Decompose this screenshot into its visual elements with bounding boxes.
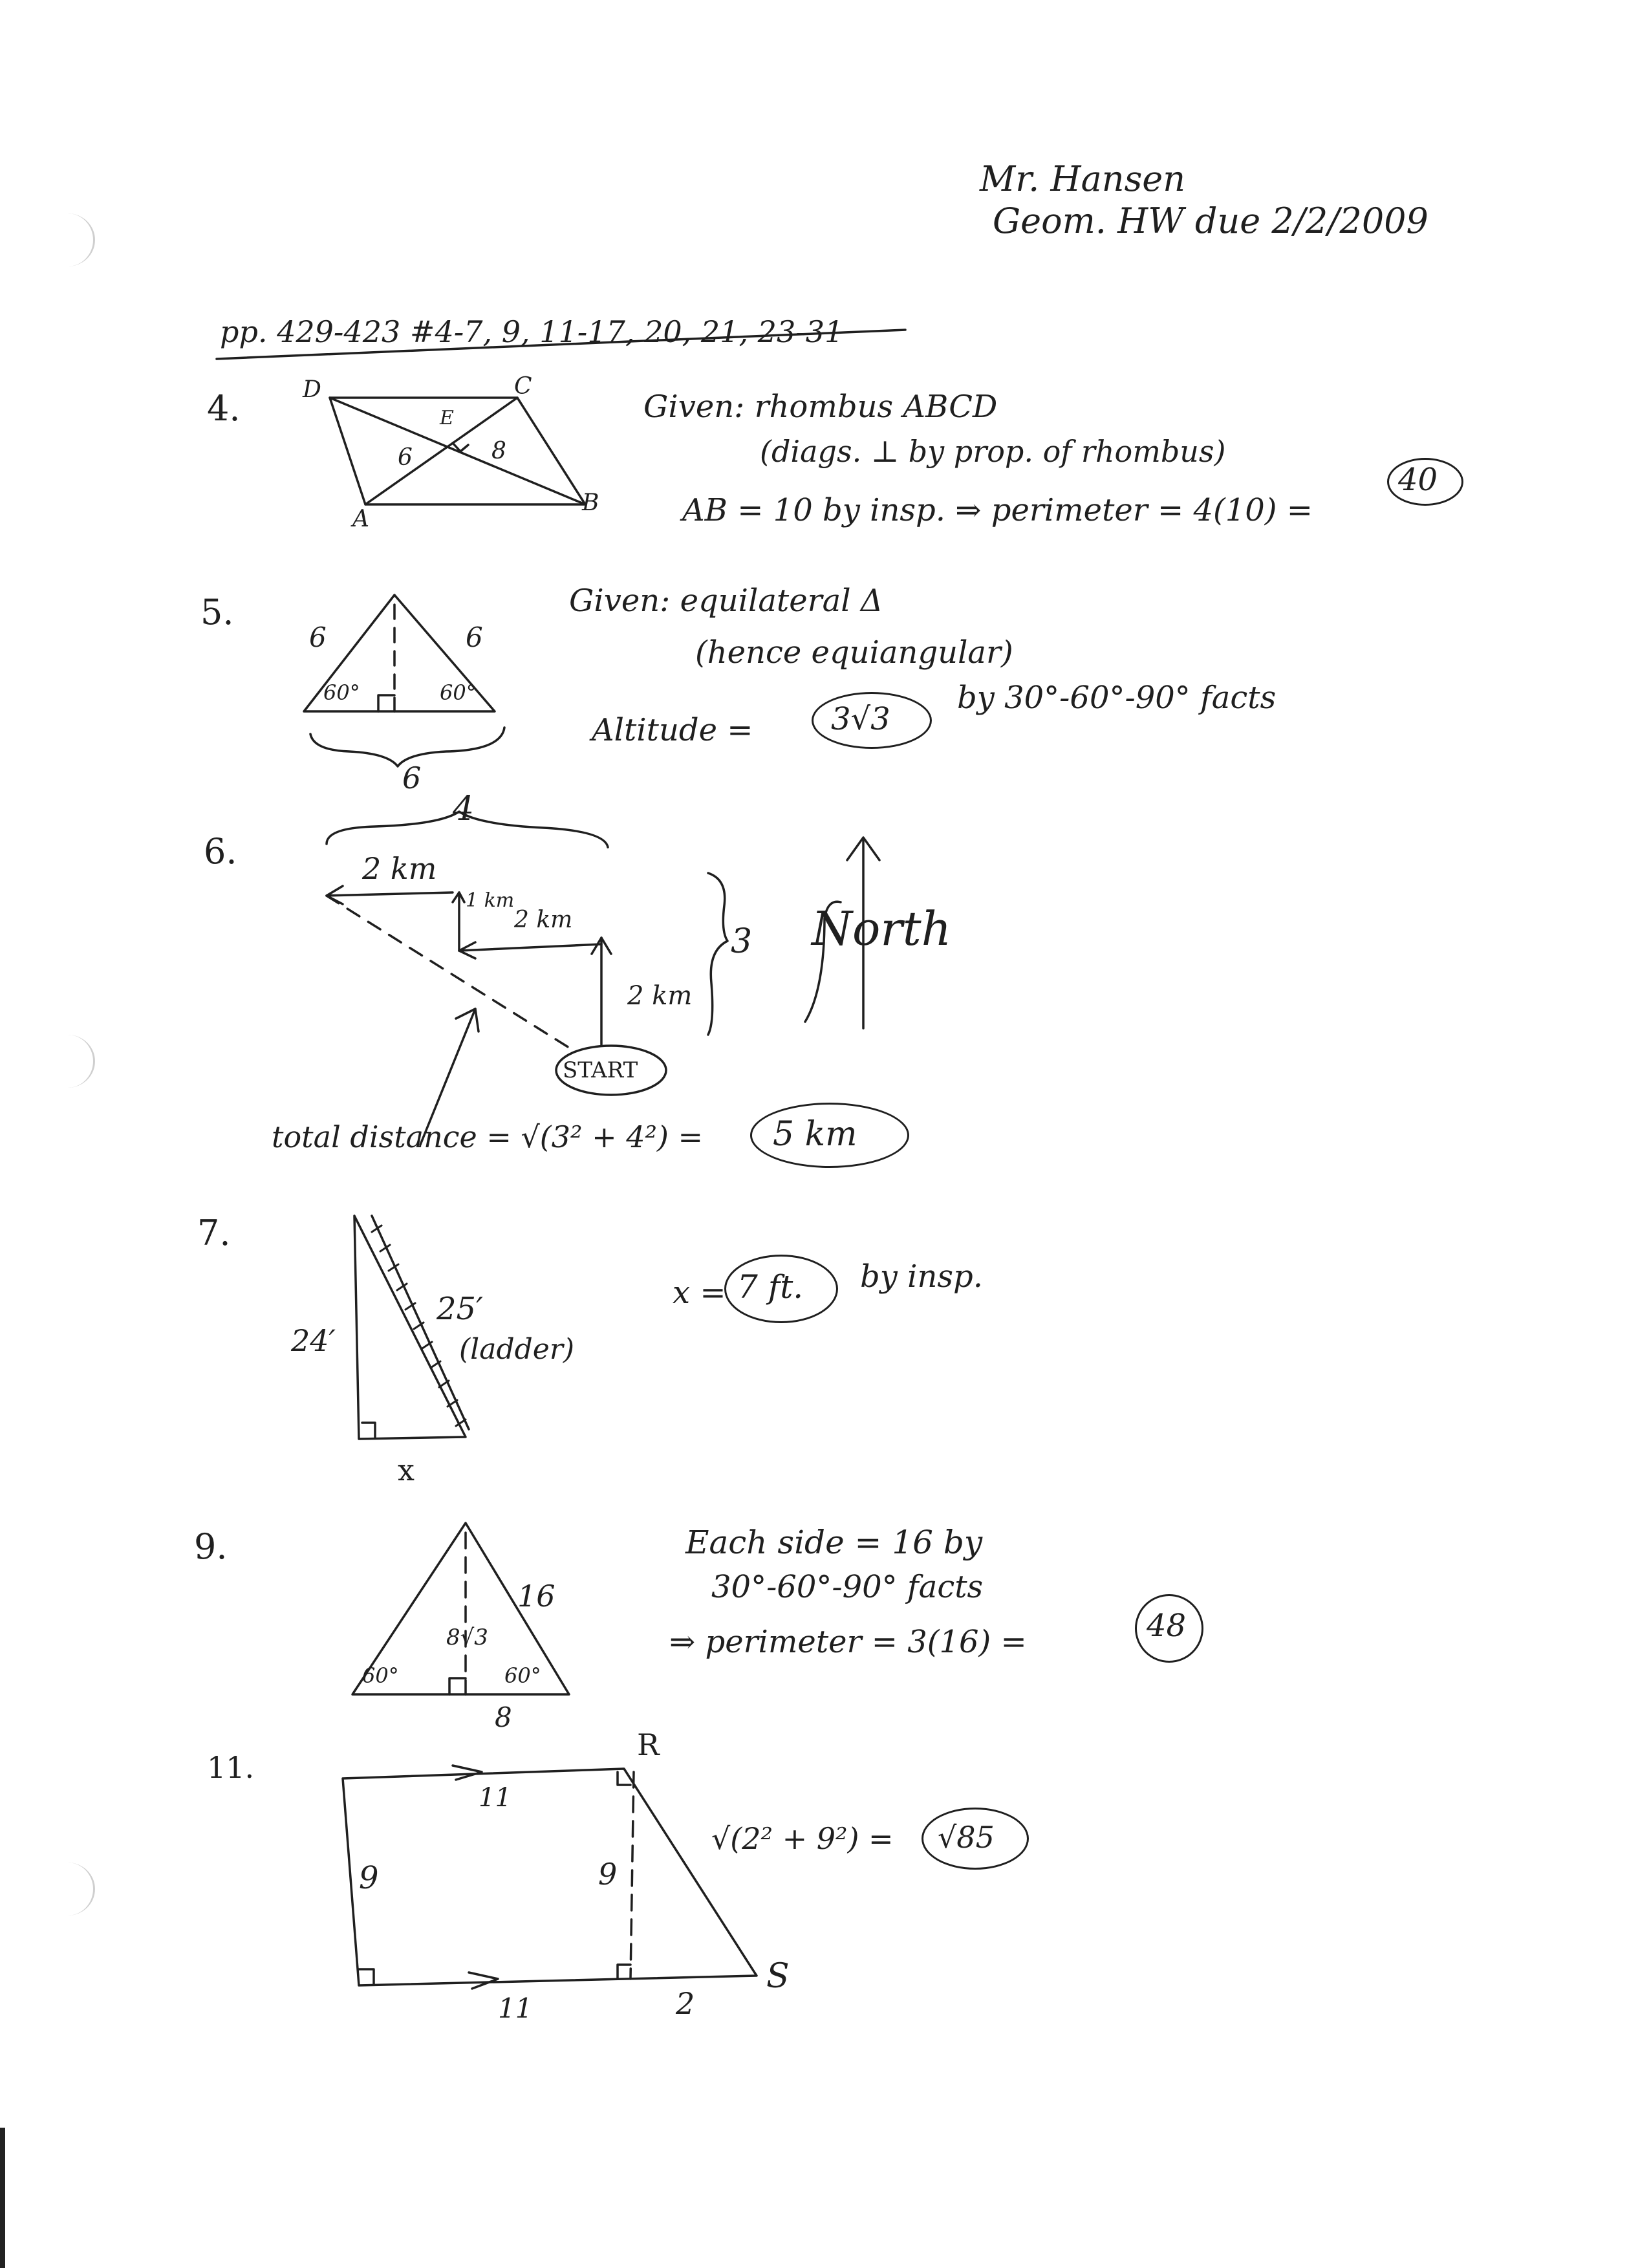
side-label: 16 bbox=[517, 1579, 555, 1614]
vertex-label: A bbox=[352, 506, 369, 532]
work-text: ⇒ perimeter = 3(16) = bbox=[669, 1624, 1027, 1660]
rhombus-diagram bbox=[330, 398, 585, 504]
page-range: pp. 429-423 #4-7, 9, 11-17, 20, 21, 23-31 bbox=[220, 314, 844, 349]
side-label: 11 bbox=[498, 1993, 533, 2024]
side-label: 11 bbox=[479, 1783, 512, 1813]
problem-number: 7. bbox=[197, 1213, 231, 1253]
given-text: Given: rhombus ABCD bbox=[643, 389, 998, 425]
segment-label: 6 bbox=[398, 444, 413, 471]
problem-number: 5. bbox=[200, 592, 234, 632]
distance-label: 2 km bbox=[514, 907, 573, 933]
angle-label: 60° bbox=[362, 1663, 399, 1688]
assignment-title: Geom. HW due 2/2/2009 bbox=[993, 200, 1428, 241]
side-label: 9 bbox=[598, 1857, 618, 1892]
side-label: 9 bbox=[359, 1860, 379, 1896]
answer-text: 3√3 bbox=[831, 701, 890, 737]
distance-label: 4 bbox=[453, 790, 475, 828]
side-label: 6 bbox=[466, 621, 483, 653]
answer-text: 7 ft. bbox=[737, 1268, 804, 1306]
start-label: START bbox=[563, 1057, 638, 1083]
side-label: 2 bbox=[676, 1986, 695, 2021]
problem-number: 6. bbox=[204, 831, 237, 872]
side-label: 25′ bbox=[436, 1291, 483, 1327]
angle-label: 60° bbox=[440, 680, 477, 705]
answer-text: 40 bbox=[1398, 462, 1438, 498]
north-label: North bbox=[812, 902, 952, 956]
angle-label: 60° bbox=[504, 1663, 541, 1688]
distance-label: 2 km bbox=[627, 981, 693, 1011]
answer-text: √85 bbox=[938, 1820, 995, 1855]
underline bbox=[217, 330, 905, 359]
teacher-name: Mr. Hansen bbox=[980, 158, 1186, 199]
work-text: by insp. bbox=[860, 1258, 983, 1295]
problem-number: 11. bbox=[207, 1750, 255, 1785]
vertex-label: S bbox=[766, 1957, 790, 1996]
distance-label: 2 km bbox=[362, 851, 437, 886]
altitude-label: 8√3 bbox=[446, 1625, 488, 1650]
work-text: total distance = √(3² + 4²) = bbox=[272, 1119, 704, 1154]
work-text: √(2² + 9²) = bbox=[711, 1821, 894, 1856]
base-label: x bbox=[398, 1453, 415, 1487]
ladder-triangle-diagram bbox=[354, 1216, 469, 1439]
scan-edge bbox=[0, 2128, 5, 2268]
base-label: 6 bbox=[402, 761, 422, 795]
note-text: (diags. ⊥ by prop. of rhombus) bbox=[760, 434, 1226, 469]
given-text: Given: equilateral Δ bbox=[569, 583, 883, 619]
brace-label: 3 bbox=[731, 922, 753, 961]
side-label: (ladder) bbox=[459, 1333, 575, 1366]
work-text: AB = 10 by insp. ⇒ perimeter = 4(10) = bbox=[682, 492, 1313, 528]
answer-text: 5 km bbox=[773, 1115, 857, 1154]
vertex-label: B bbox=[582, 490, 599, 516]
vertex-label: R bbox=[637, 1727, 660, 1762]
work-text: x = bbox=[673, 1275, 726, 1311]
angle-label: 60° bbox=[323, 680, 360, 705]
work-text: Each side = 16 by bbox=[685, 1524, 983, 1561]
base-label: 8 bbox=[495, 1701, 512, 1733]
side-label: 24′ bbox=[291, 1323, 336, 1358]
point-label: E bbox=[440, 407, 454, 429]
problem-number: 9. bbox=[194, 1526, 228, 1567]
note-text: (hence equiangular) bbox=[695, 634, 1013, 671]
problem-number: 4. bbox=[207, 388, 241, 429]
vertex-label: D bbox=[303, 376, 321, 403]
trapezoid-diagram bbox=[343, 1766, 757, 1989]
distance-label: 1 km bbox=[466, 889, 515, 912]
segment-label: 8 bbox=[491, 438, 506, 464]
side-label: 6 bbox=[309, 621, 327, 653]
work-text: Altitude = bbox=[592, 712, 753, 748]
work-text: 30°-60°-90° facts bbox=[711, 1569, 984, 1605]
work-text: by 30°-60°-90° facts bbox=[957, 680, 1277, 716]
vertex-label: C bbox=[514, 373, 532, 400]
answer-text: 48 bbox=[1147, 1608, 1187, 1644]
